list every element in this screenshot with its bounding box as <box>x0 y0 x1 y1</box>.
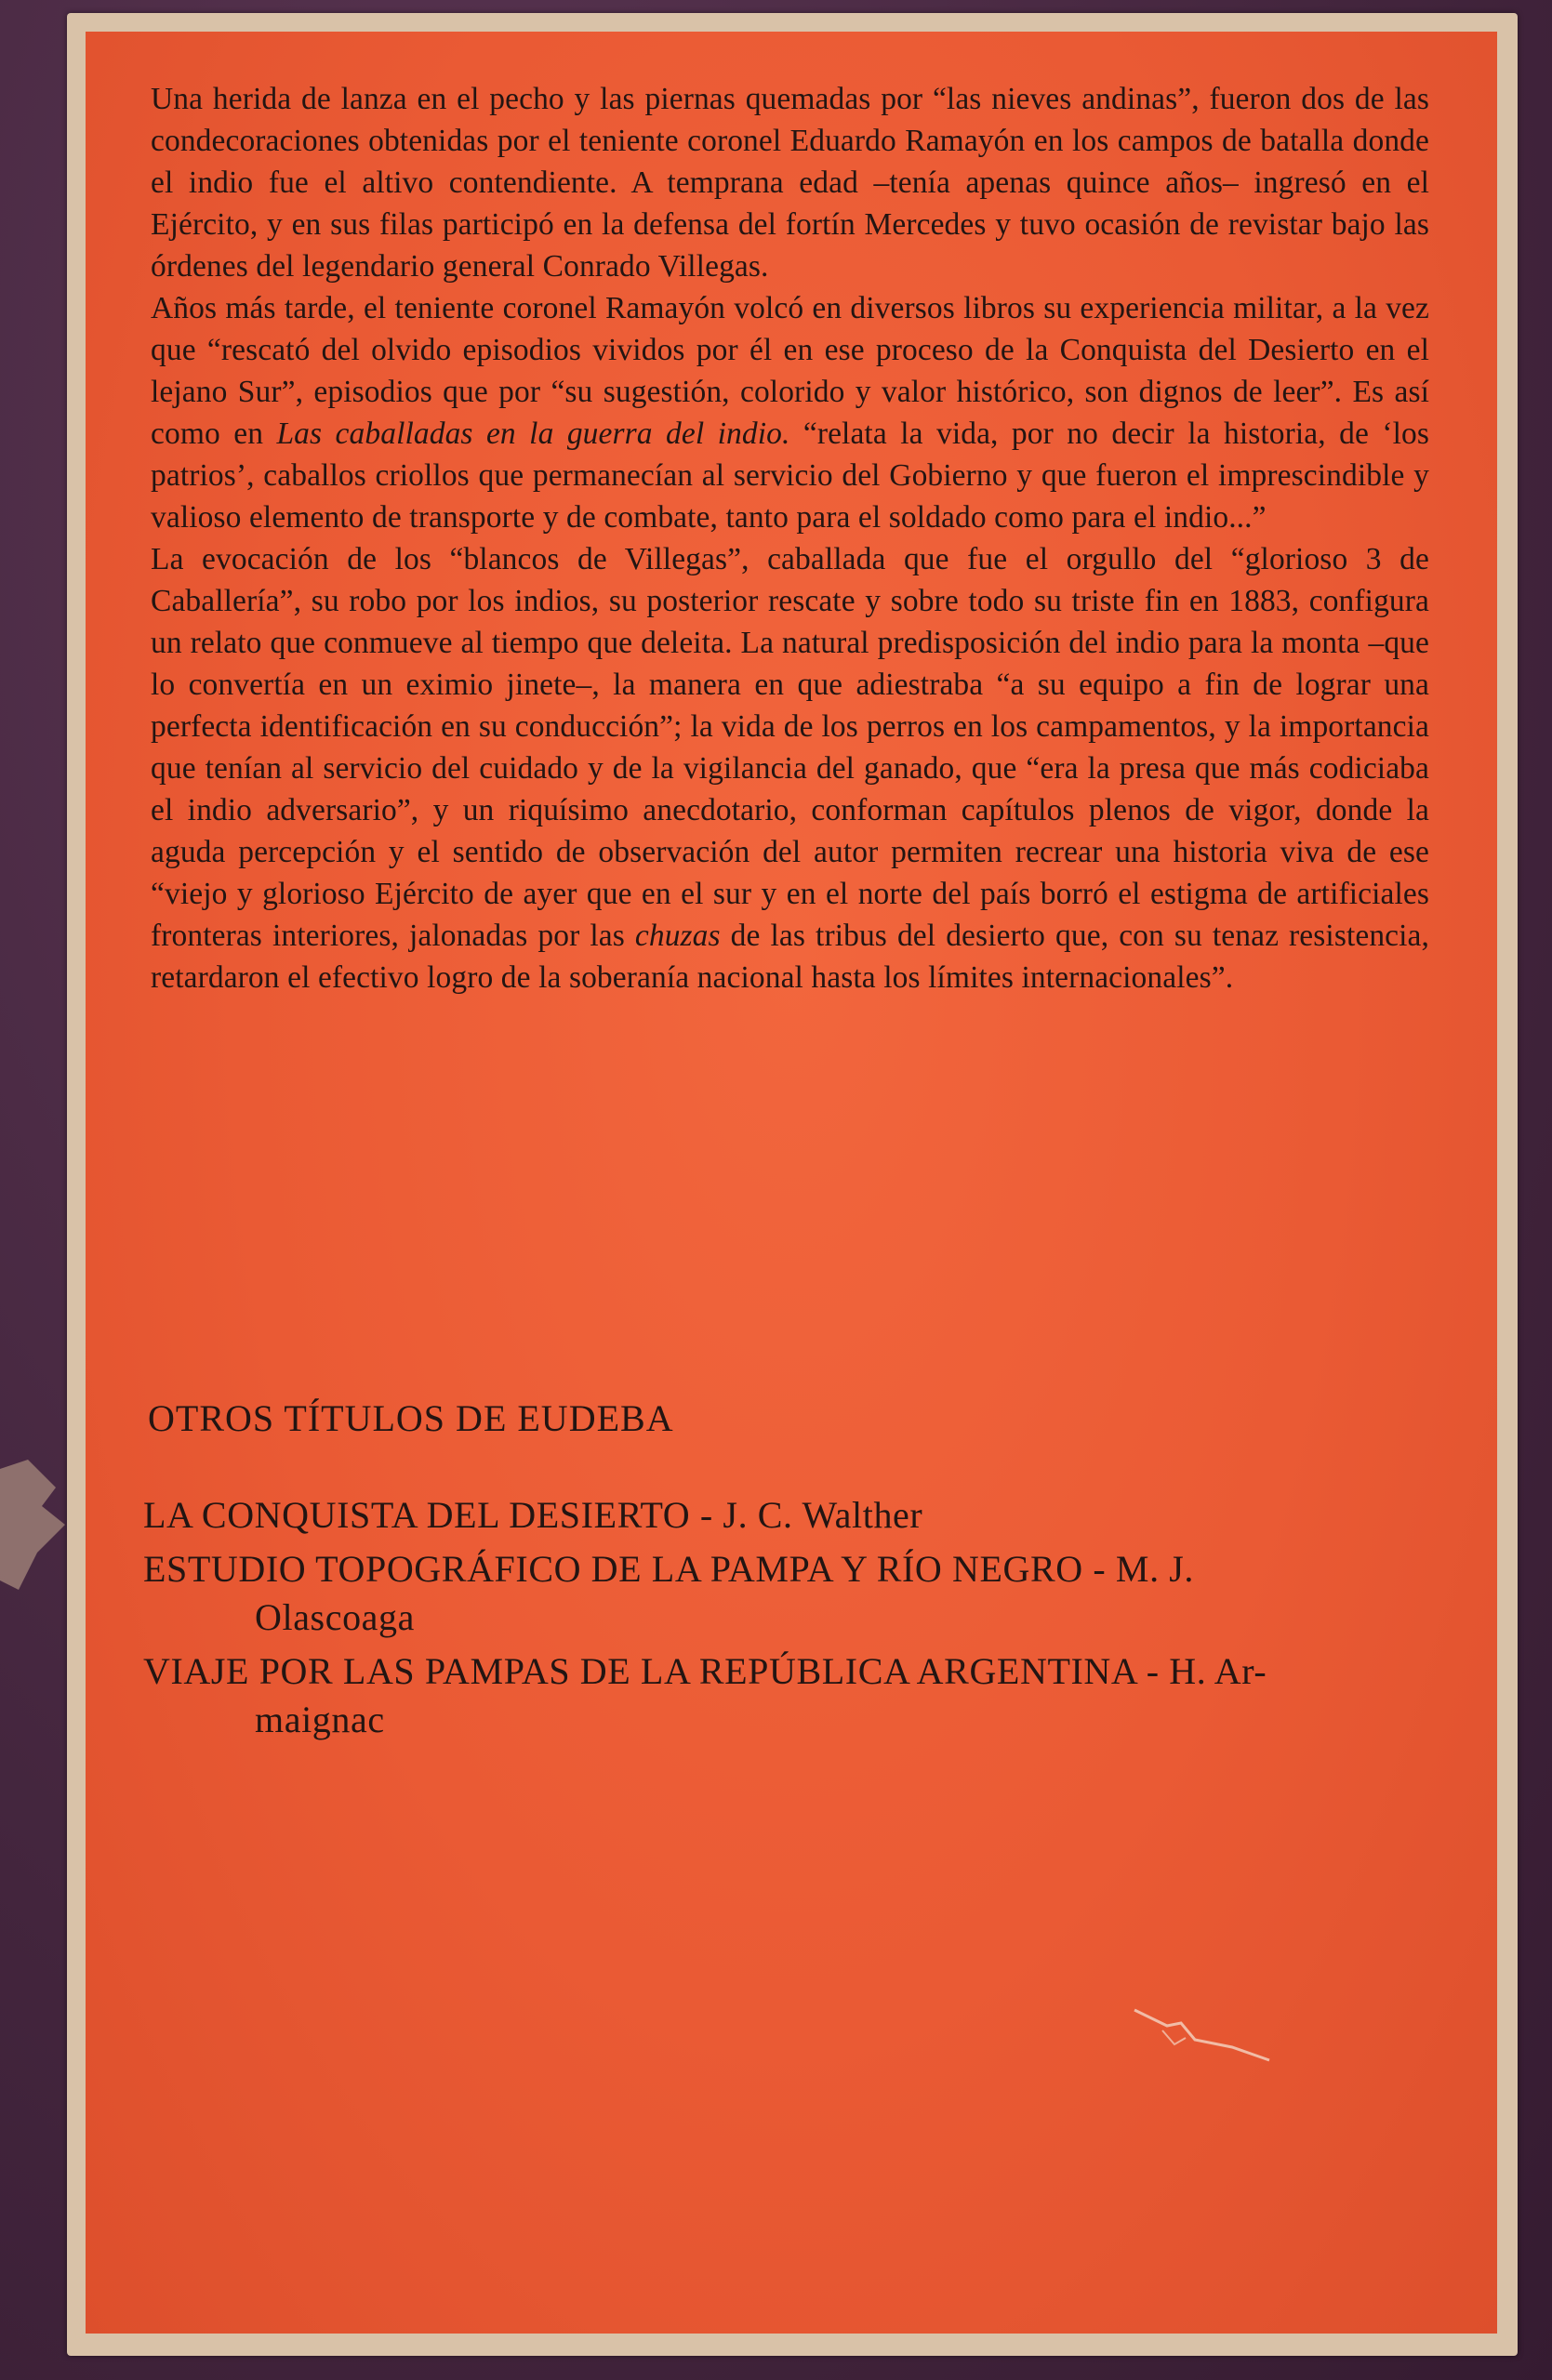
other-titles-heading: OTROS TÍTULOS DE EUDEBA <box>148 1397 674 1439</box>
text-run: “relata la vida, por no decir la historia, de ‘los patrios’, caballos criollos que permanecían al servicio del Gobierno y que fueron el imprescindible y valioso elemento de transporte y de combate, tanto para el soldado como para el indio...” <box>151 416 1429 535</box>
scratch-mark <box>1130 2003 1279 2068</box>
title-item-text: LA CONQUISTA DEL DESIERTO - J. C. Walther <box>143 1494 923 1536</box>
title-item-continuation: Olascoaga <box>255 1596 415 1638</box>
blurb-paragraph-1 <box>151 78 1429 287</box>
orange-panel <box>86 32 1497 2334</box>
text-run: de las tribus del desierto que, con su tenaz resistencia, retardaron el efectivo logro de la soberanía nacional hasta los límites internacionales”. <box>151 919 1430 995</box>
blurb-paragraph-3 <box>151 538 1429 998</box>
italic-text-run: chuzas <box>634 919 721 953</box>
title-item-continuation: maignac <box>255 1699 385 1740</box>
title-item <box>143 1647 1431 1744</box>
text-run: Años más tarde, el teniente coronel Ramayón volcó en diversos libros su experiencia militar, a la vez que “rescató del olvido episodios vividos por él en ese proceso de la Conquista del Desierto en el lejano Sur”, episodios que por “su sugestión, colorido y valor histórico, son dignos de leer”. Es así como en <box>151 291 1429 451</box>
text-run: Una herida de lanza en el pecho y las piernas quemadas por “las nieves andinas”, fueron dos de las condecoraciones obtenidas por el teniente coronel Eduardo Ramayón en los campos de batalla donde el indio fue el altivo contendiente. A temprana edad –tenía apenas quince años– ingresó en el Ejército, y en sus filas participó en la defensa del fortín Mercedes y tuvo ocasión de revistar bajo las órdenes del legendario general Conrado Villegas. <box>151 82 1429 284</box>
blurb <box>151 78 1429 998</box>
italic-text-run: Las caballadas en la guerra del indio. <box>276 416 790 451</box>
title-item <box>143 1491 1431 1540</box>
title-item <box>143 1545 1431 1642</box>
other-titles-list <box>143 1491 1431 1750</box>
text-run: La evocación de los “blancos de Villegas”, caballada que fue el orgullo del “glorioso 3 de Caballería”, su robo por los indios, su posterior rescate y sobre todo su triste fin en 1883, configura un relato que conmueve al tiempo que deleita. La natural predisposición del indio para la monta –que lo convertía en un eximio jinete–, la manera en que adiestraba “a su equipo a fin de lograr una perfecta identificación en su conducción”; la vida de los perros en los campamentos, y la importancia que tenían al servicio del cuidado y de la vigilancia del ganado, que “era la presa que más codiciaba el indio adversario”, y un riquísimo anecdotario, conforman capítulos plenos de vigor, donde la aguda percepción y el sentido de observación del autor permiten recrear una historia viva de ese “viejo y glorioso Ejército de ayer que en el sur y en el norte del país borró el estigma de artificiales fronteras interiores, jalonadas por las <box>151 542 1429 953</box>
title-item-text: VIAJE POR LAS PAMPAS DE LA REPÚBLICA ARGENTINA - H. Ar- <box>143 1650 1267 1692</box>
title-item-text: ESTUDIO TOPOGRÁFICO DE LA PAMPA Y RÍO NEGRO - M. J. <box>143 1548 1195 1590</box>
blurb-paragraph-2 <box>151 287 1429 538</box>
